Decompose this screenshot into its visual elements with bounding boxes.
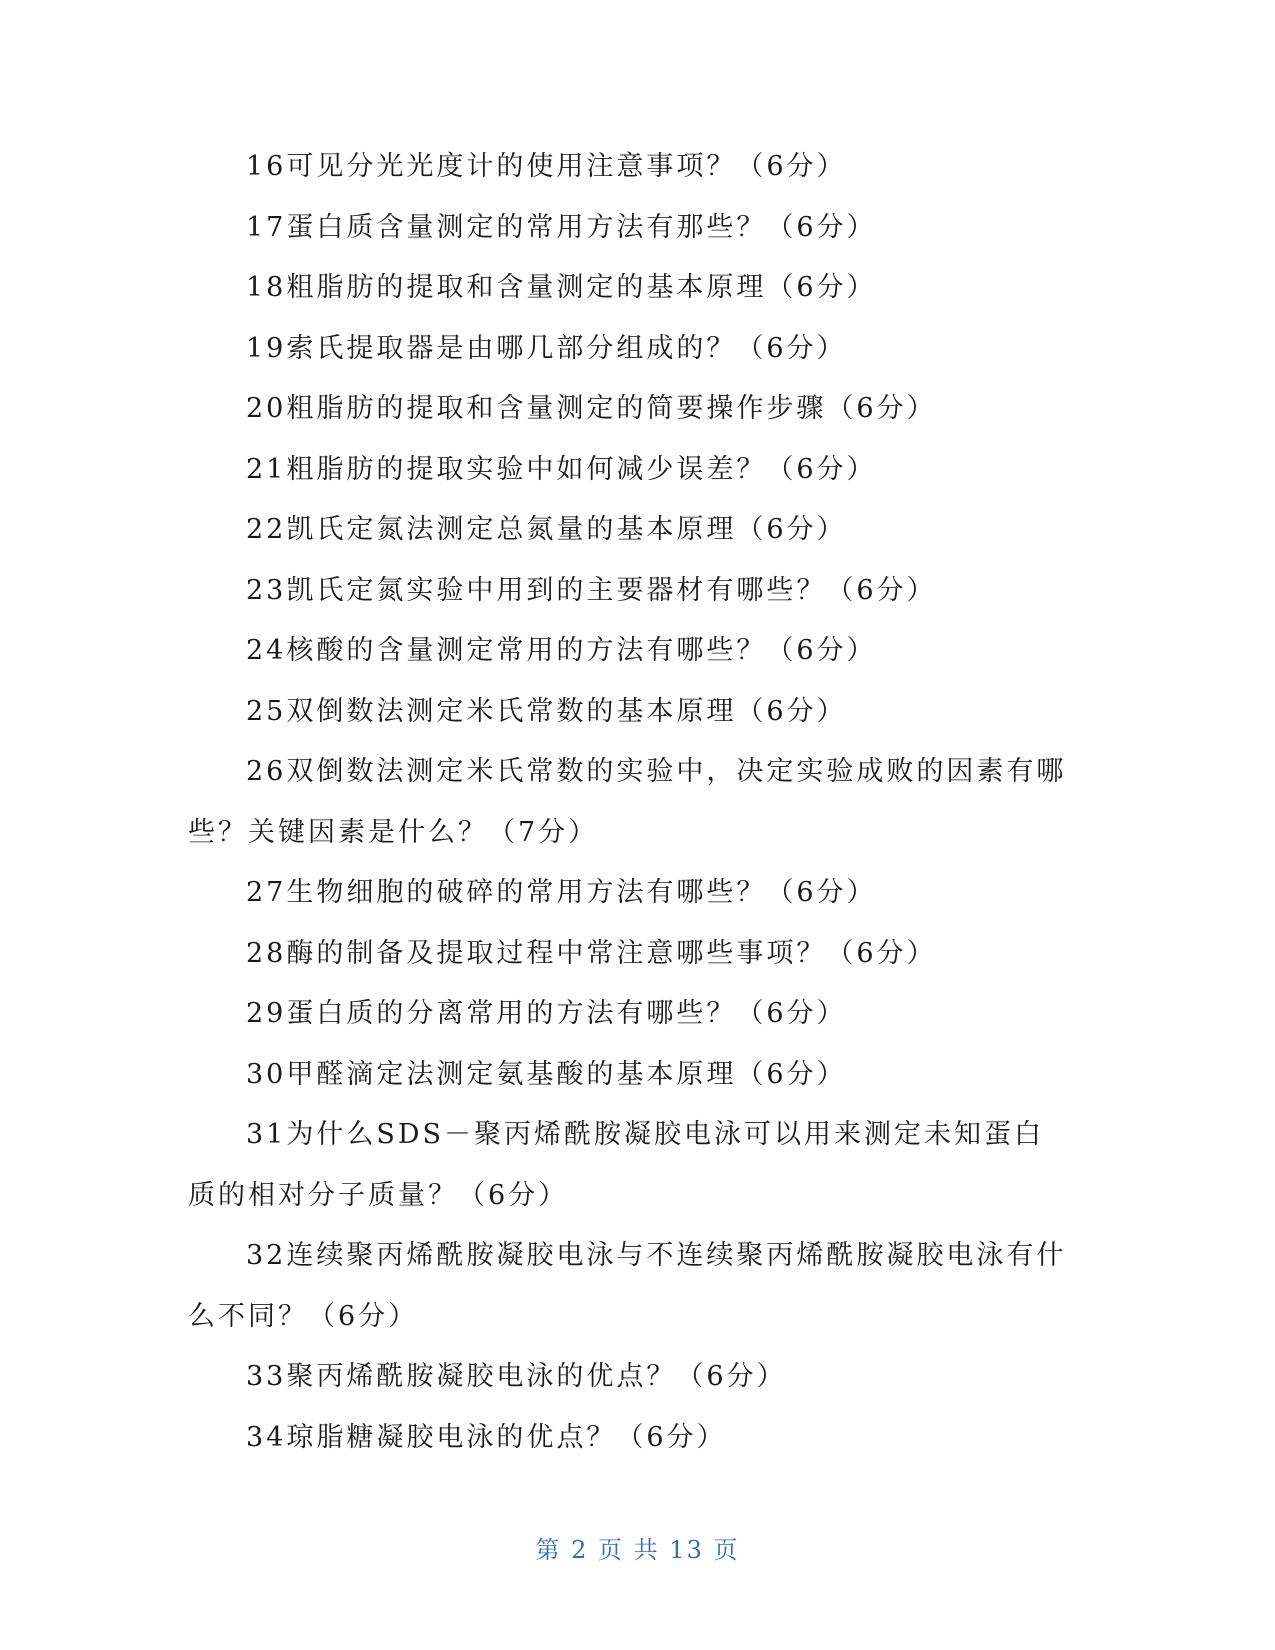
question-18: 18粗脂肪的提取和含量测定的基本原理（6分） xyxy=(246,272,877,303)
question-33: 33聚丙烯酰胺凝胶电泳的优点？（6分） xyxy=(246,1361,787,1392)
question-22: 22凯氏定氮法测定总氮量的基本原理（6分） xyxy=(246,514,847,545)
question-29: 29蛋白质的分离常用的方法有哪些？（6分） xyxy=(246,998,847,1029)
question-24: 24核酸的含量测定常用的方法有哪些？（6分） xyxy=(246,635,877,666)
question-16: 16可见分光光度计的使用注意事项？（6分） xyxy=(246,151,847,182)
question-30: 30甲醛滴定法测定氨基酸的基本原理（6分） xyxy=(246,1058,847,1090)
question-17: 17蛋白质含量测定的常用方法有那些？（6分） xyxy=(246,211,877,243)
question-23: 23凯氏定氮实验中用到的主要器材有哪些？（6分） xyxy=(246,574,937,606)
question-26: 26双倒数法测定米氏常数的实验中，决定实验成败的因素有哪些？关键因素是什么？（7分） xyxy=(188,756,1067,848)
question-34: 34琼脂糖凝胶电泳的优点？（6分） xyxy=(246,1421,727,1453)
page-footer: 第 2 页 共 13 页 xyxy=(535,1536,740,1564)
question-25: 25双倒数法测定米氏常数的基本原理（6分） xyxy=(246,695,847,727)
question-27: 27生物细胞的破碎的常用方法有哪些？（6分） xyxy=(246,877,877,908)
question-list xyxy=(188,137,1068,1468)
question-28: 28酶的制备及提取过程中常注意哪些事项？（6分） xyxy=(246,937,937,969)
question-31: 31为什么SDS－聚丙烯酰胺凝胶电泳可以用来测定未知蛋白质的相对分子质量？（6分） xyxy=(188,1119,1044,1211)
question-32: 32连续聚丙烯酰胺凝胶电泳与不连续聚丙烯酰胺凝胶电泳有什么不同？（6分） xyxy=(188,1240,1067,1332)
question-20: 20粗脂肪的提取和含量测定的简要操作步骤（6分） xyxy=(246,393,937,424)
question-19: 19索氏提取器是由哪几部分组成的？（6分） xyxy=(246,332,847,364)
question-21: 21粗脂肪的提取实验中如何减少误差？（6分） xyxy=(246,453,877,485)
